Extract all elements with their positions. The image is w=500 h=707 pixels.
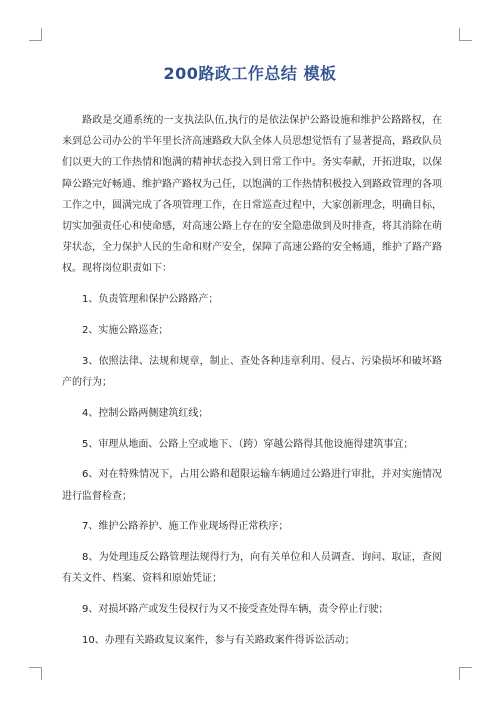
duty-item-6: 6、对在特殊情况下，占用公路和超限运输车辆通过公路进行审批，并对实施情况进行监督检查； <box>62 469 442 502</box>
document-body <box>62 110 442 651</box>
duty-item-3: 3、依照法律、法规和规章，制止、查处各种违章利用、侵占、污染损坏和破坏路产的行为； <box>62 355 442 389</box>
duty-item-1: 1、负责管理和保护公路路产； <box>82 294 219 306</box>
crop-mark-bottom-right <box>459 667 472 680</box>
duty-item-2: 2、实施公路巡查； <box>82 325 169 337</box>
duty-list <box>62 289 442 651</box>
duty-item-9: 9、对损坏路产或发生侵权行为又不接受查处得车辆，责令停止行驶； <box>82 604 389 616</box>
duty-item-7: 7、维护公路养护、施工作业现场得正常秩序； <box>82 521 289 533</box>
crop-mark-bottom-left <box>29 667 42 680</box>
document-title: 200路政工作总结 模板 <box>163 64 337 83</box>
duty-item-4: 4、控制公路两侧建筑红线； <box>82 407 209 419</box>
duty-item-8: 8、为处理违反公路管理法规得行为，向有关单位和人员调查、询问、取证，查阅有关文件、档案、资料和原始凭证； <box>62 552 442 585</box>
crop-mark-top-left <box>29 28 42 41</box>
intro-paragraph: 路政是交通系统的一支执法队伍,执行的是依法保护公路设施和维护公路路权，在来到总公司办公的半年里长济高速路政大队全体人员思想觉悟有了显著提高，路政队员们以更大的工作热情和饱满的精神状态投入到日常工作中。务实奉献，开拓进取，以保障公路完好畅通、维护路产路权为己任，以饱满的工作热情积极投入到路政管理的各项工作之中，圆满完成了各项管理工作，在日常巡查过程中，大家创新理念，明确目标，切实加强责任心和使命感，对高速公路上存在的安全隐患做到及时排查，将其消除在萌芽状态，全力保护人民的生命和财产安全，保障了高速公路的安全畅通，维护了路产路权。现将岗位职责如下： <box>62 115 442 275</box>
duty-item-5: 5、审理从地面、公路上空或地下、（跨）穿越公路得其他设施得建筑事宜； <box>82 438 414 450</box>
crop-mark-top-right <box>459 28 472 41</box>
duty-item-10: 10、办理有关路政复议案件，参与有关路政案件得诉讼活动； <box>82 635 355 646</box>
